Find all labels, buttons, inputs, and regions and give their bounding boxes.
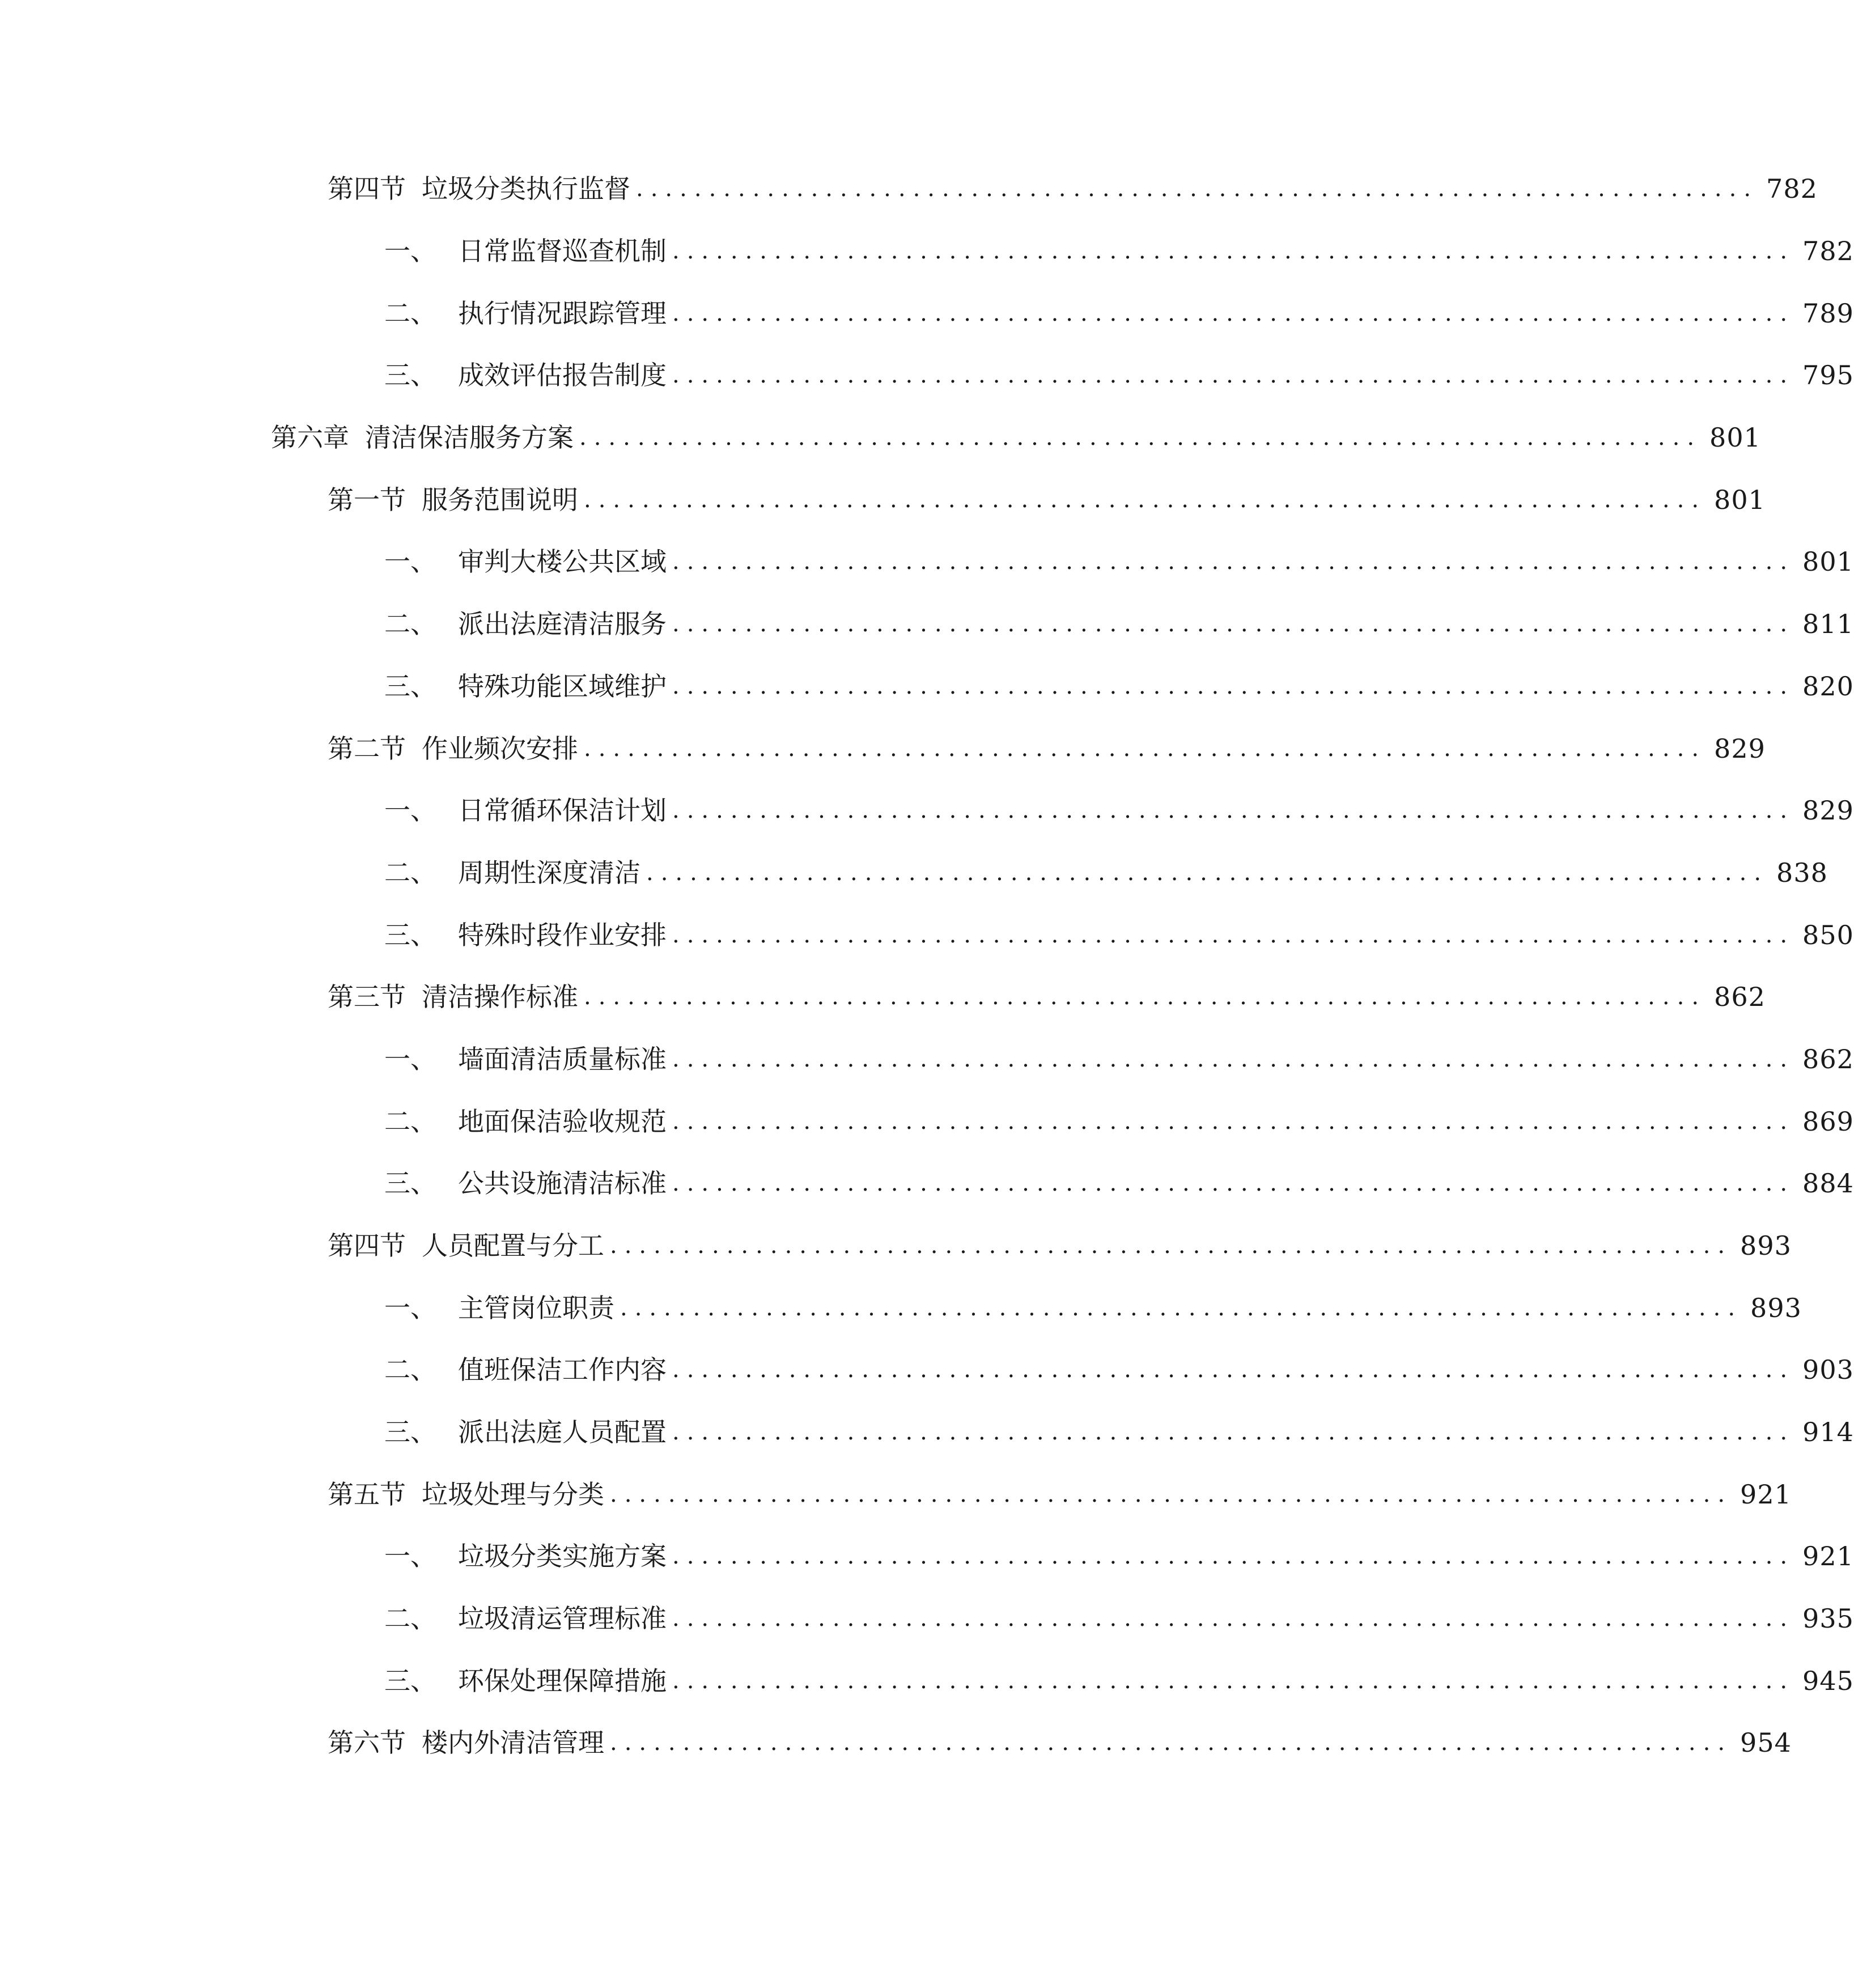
toc-entry-title: 楼内外清洁管理 xyxy=(422,1727,604,1758)
toc-entry-section[interactable] xyxy=(328,1720,1792,1765)
toc-entry-subsection[interactable] xyxy=(384,850,1828,895)
dot-leader: ............................................................................. xyxy=(672,238,1795,264)
toc-entry-label xyxy=(328,726,584,771)
toc-entry-subsection[interactable] xyxy=(384,912,1854,958)
toc-entry-number: 一、 xyxy=(384,1541,436,1571)
toc-entry-number: 二、 xyxy=(384,1603,436,1634)
toc-entry-page: 789 xyxy=(1802,298,1854,329)
toc-entry-label xyxy=(328,477,584,523)
toc-entry-label xyxy=(328,1223,610,1268)
toc-entry-section[interactable] xyxy=(328,1223,1792,1268)
dot-leader: ............................................................................. xyxy=(579,424,1702,451)
toc-entry-title: 值班保洁工作内容 xyxy=(458,1354,667,1385)
dot-leader: ............................................................................. xyxy=(620,1295,1743,1321)
toc-entry-page: 893 xyxy=(1750,1293,1802,1323)
toc-entry-label xyxy=(328,974,584,1020)
toc-entry-page: 801 xyxy=(1802,546,1854,577)
dot-leader: ............................................................................. xyxy=(672,1605,1795,1632)
toc-entry-subsection[interactable] xyxy=(384,788,1854,833)
toc-entry-section[interactable] xyxy=(328,477,1766,523)
toc-entry-label xyxy=(384,1037,672,1082)
dot-leader: ............................................................................. xyxy=(672,1046,1795,1072)
toc-entry-title: 垃圾清运管理标准 xyxy=(458,1603,667,1634)
toc-entry-title: 清洁保洁服务方案 xyxy=(365,422,574,453)
toc-entry-page: 795 xyxy=(1802,360,1854,390)
toc-entry-title: 派出法庭人员配置 xyxy=(458,1417,667,1447)
dot-leader: ............................................................................. xyxy=(672,1108,1795,1135)
toc-entry-label xyxy=(384,539,672,584)
toc-entry-page: 914 xyxy=(1802,1417,1854,1447)
toc-entry-title: 环保处理保障措施 xyxy=(458,1666,667,1696)
toc-entry-page: 945 xyxy=(1802,1666,1854,1696)
dot-leader: ............................................................................. xyxy=(672,1357,1795,1383)
toc-entry-label xyxy=(384,1099,672,1144)
toc-entry-title: 日常循环保洁计划 xyxy=(458,795,667,826)
toc-entry-number: 二、 xyxy=(384,1106,436,1137)
toc-entry-subsection[interactable] xyxy=(384,539,1854,584)
dot-leader: ............................................................................. xyxy=(636,176,1759,202)
toc-entry-title: 日常监督巡查机制 xyxy=(458,236,667,266)
toc-entry-page: 893 xyxy=(1740,1230,1792,1261)
toc-entry-number: 三、 xyxy=(384,360,436,390)
toc-entry-subsection[interactable] xyxy=(384,1534,1854,1579)
toc-entry-subsection[interactable] xyxy=(384,664,1854,709)
toc-entry-number: 二、 xyxy=(384,609,436,639)
toc-entry-number: 第五节 xyxy=(328,1479,406,1510)
toc-entry-title: 清洁操作标准 xyxy=(422,982,578,1012)
toc-entry-label xyxy=(384,1658,672,1704)
toc-entry-title: 执行情况跟踪管理 xyxy=(458,298,667,329)
toc-entry-number: 一、 xyxy=(384,236,436,266)
toc-entry-subsection[interactable] xyxy=(384,291,1854,336)
toc-entry-label xyxy=(328,166,636,211)
toc-entry-number: 二、 xyxy=(384,298,436,329)
dot-leader: ............................................................................. xyxy=(610,1730,1733,1756)
toc-entry-page: 838 xyxy=(1776,857,1828,888)
toc-entry-page: 903 xyxy=(1802,1354,1854,1385)
toc-entry-subsection[interactable] xyxy=(384,1409,1854,1455)
toc-entry-number: 二、 xyxy=(384,857,436,888)
dot-leader: ............................................................................. xyxy=(672,673,1795,699)
toc-entry-number: 第四节 xyxy=(328,173,406,204)
toc-entry-title: 墙面清洁质量标准 xyxy=(458,1044,667,1074)
dot-leader: ............................................................................. xyxy=(672,1419,1795,1445)
toc-entry-title: 服务范围说明 xyxy=(422,485,578,515)
toc-entry-page: 869 xyxy=(1802,1106,1854,1137)
dot-leader: ............................................................................. xyxy=(672,1170,1795,1196)
toc-entry-label xyxy=(384,1161,672,1206)
toc-entry-page: 935 xyxy=(1802,1603,1854,1634)
toc-entry-title: 特殊功能区域维护 xyxy=(458,671,667,702)
toc-entry-number: 第六章 xyxy=(271,422,349,453)
toc-entry-page: 954 xyxy=(1740,1727,1792,1758)
toc-entry-title: 作业频次安排 xyxy=(422,733,578,764)
dot-leader: ............................................................................. xyxy=(672,611,1795,637)
toc-entry-number: 一、 xyxy=(384,1293,436,1323)
toc-entry-number: 一、 xyxy=(384,795,436,826)
toc-entry-subsection[interactable] xyxy=(384,601,1854,647)
toc-entry-page: 782 xyxy=(1766,173,1818,204)
toc-entry-title: 垃圾分类实施方案 xyxy=(458,1541,667,1571)
toc-entry-label xyxy=(384,291,672,336)
toc-entry-subsection[interactable] xyxy=(384,1285,1802,1331)
toc-entry-number: 三、 xyxy=(384,920,436,950)
dot-leader: ............................................................................. xyxy=(610,1481,1733,1507)
toc-entry-number: 第四节 xyxy=(328,1230,406,1261)
toc-entry-subsection[interactable] xyxy=(384,1658,1854,1704)
toc-entry-page: 782 xyxy=(1802,236,1854,266)
toc-entry-label xyxy=(328,1472,610,1517)
toc-entry-section[interactable] xyxy=(328,1472,1792,1517)
toc-entry-subsection[interactable] xyxy=(384,1037,1854,1082)
toc-entry-subsection[interactable] xyxy=(384,1347,1854,1392)
toc-entry-number: 一、 xyxy=(384,1044,436,1074)
toc-entry-label xyxy=(384,1409,672,1455)
toc-entry-number: 三、 xyxy=(384,1168,436,1199)
toc-entry-label xyxy=(384,788,672,833)
toc-entry-title: 地面保洁验收规范 xyxy=(458,1106,667,1137)
toc-entry-page: 801 xyxy=(1714,485,1766,515)
toc-entry-title: 垃圾处理与分类 xyxy=(422,1479,604,1510)
toc-entry-page: 801 xyxy=(1709,422,1761,453)
toc-entry-label xyxy=(384,664,672,709)
toc-entry-page: 820 xyxy=(1802,671,1854,702)
toc-entry-number: 第三节 xyxy=(328,982,406,1012)
dot-leader: ............................................................................. xyxy=(672,797,1795,823)
toc-entry-title: 周期性深度清洁 xyxy=(458,857,640,888)
toc-entry-number: 三、 xyxy=(384,1666,436,1696)
toc-entry-number: 第六节 xyxy=(328,1727,406,1758)
toc-entry-title: 特殊时段作业安排 xyxy=(458,920,667,950)
toc-entry-label xyxy=(384,1347,672,1392)
toc-entry-chapter[interactable] xyxy=(271,415,1761,460)
dot-leader: ............................................................................. xyxy=(584,487,1707,513)
toc-entry-number: 二、 xyxy=(384,1354,436,1385)
toc-entry-label xyxy=(328,1720,610,1765)
toc-entry-page: 850 xyxy=(1802,920,1854,950)
toc-entry-page: 811 xyxy=(1802,609,1854,639)
toc-entry-label xyxy=(384,912,672,958)
toc-entry-page: 921 xyxy=(1740,1479,1792,1510)
toc-entry-number: 一、 xyxy=(384,546,436,577)
toc-entry-page: 829 xyxy=(1714,733,1766,764)
toc-entry-number: 第一节 xyxy=(328,485,406,515)
toc-entry-subsection[interactable] xyxy=(384,352,1854,398)
toc-entry-page: 862 xyxy=(1714,982,1766,1012)
dot-leader: ............................................................................. xyxy=(672,362,1795,388)
dot-leader: ............................................................................. xyxy=(672,1668,1795,1694)
toc-entry-title: 垃圾分类执行监督 xyxy=(422,173,630,204)
toc-entry-label xyxy=(384,228,672,274)
toc-entry-section[interactable] xyxy=(328,166,1818,211)
toc-entry-page: 921 xyxy=(1802,1541,1854,1571)
toc-entry-subsection[interactable] xyxy=(384,1596,1854,1641)
dot-leader: ............................................................................. xyxy=(610,1233,1733,1259)
toc-entry-page: 829 xyxy=(1802,795,1854,826)
dot-leader: ............................................................................. xyxy=(672,549,1795,575)
toc-entry-title: 公共设施清洁标准 xyxy=(458,1168,667,1199)
toc-entry-label xyxy=(384,601,672,647)
dot-leader: ............................................................................. xyxy=(672,922,1795,948)
dot-leader: ............................................................................. xyxy=(672,1543,1795,1569)
toc-entry-number: 三、 xyxy=(384,1417,436,1447)
toc-entry-label xyxy=(384,1596,672,1641)
toc-entry-title: 审判大楼公共区域 xyxy=(458,546,667,577)
dot-leader: ............................................................................. xyxy=(672,300,1795,326)
toc-entry-subsection[interactable] xyxy=(384,1161,1854,1206)
toc-entry-number: 三、 xyxy=(384,671,436,702)
toc-entry-subsection[interactable] xyxy=(384,228,1854,274)
toc-entry-section[interactable] xyxy=(328,726,1766,771)
toc-entry-page: 884 xyxy=(1802,1168,1854,1199)
toc-entry-number: 第二节 xyxy=(328,733,406,764)
toc-entry-label xyxy=(271,415,579,460)
toc-entry-title: 主管岗位职责 xyxy=(458,1293,614,1323)
dot-leader: ............................................................................. xyxy=(584,736,1707,762)
toc-entry-page: 862 xyxy=(1802,1044,1854,1074)
toc-entry-subsection[interactable] xyxy=(384,1099,1854,1144)
toc-entry-title: 成效评估报告制度 xyxy=(458,360,667,390)
toc-entry-title: 人员配置与分工 xyxy=(422,1230,604,1261)
toc-entry-title: 派出法庭清洁服务 xyxy=(458,609,667,639)
toc-entry-label xyxy=(384,352,672,398)
dot-leader: ............................................................................. xyxy=(646,860,1769,886)
toc-entry-section[interactable] xyxy=(328,974,1766,1020)
toc-entry-label xyxy=(384,1285,620,1331)
dot-leader: ............................................................................. xyxy=(584,984,1707,1010)
toc-entry-label xyxy=(384,1534,672,1579)
toc-entry-label xyxy=(384,850,646,895)
